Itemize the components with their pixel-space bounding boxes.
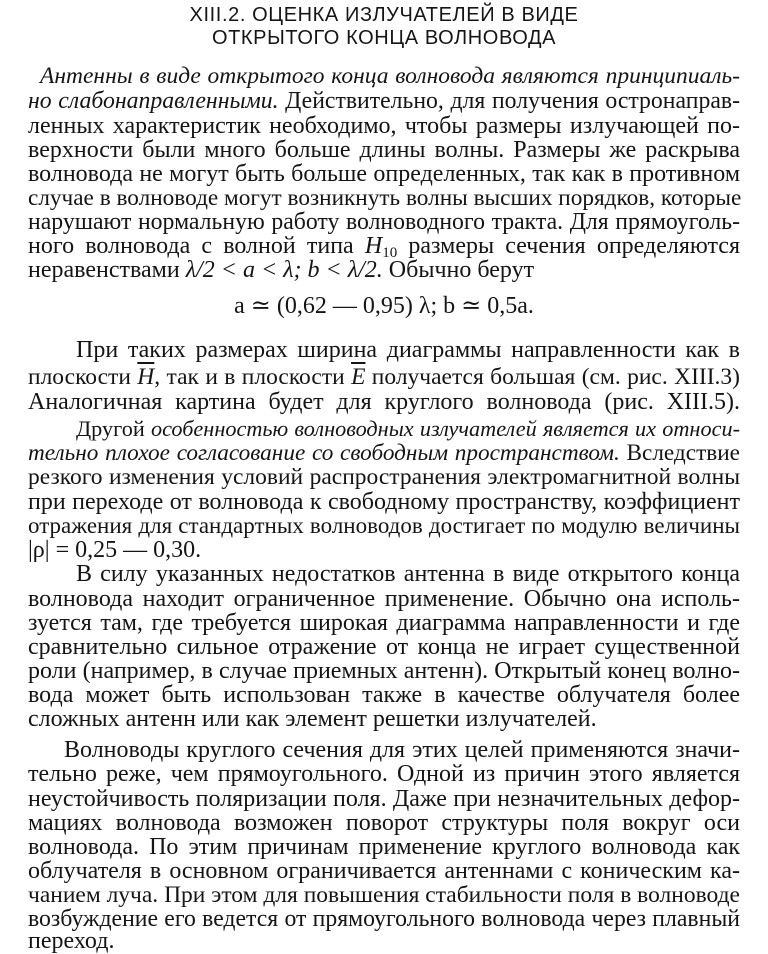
- p1-line-6: случае в волноводе могут возникнуть волны высших порядков, которые: [28, 185, 742, 211]
- p1-line-4: верхности были много больше длины волны. Размеры же раскрыва: [28, 137, 740, 163]
- p1-line-2: [28, 88, 740, 114]
- p2-line-3: Аналогичная картина будет для круглого волновода (рис. XIII.5).: [28, 389, 740, 415]
- p3-line-2-italic: тельно плохое согласование со свободным пространством.: [28, 440, 620, 466]
- p4-line-1: В силу указанных недостатков антенна в виде открытого конца: [76, 561, 740, 587]
- p1-line-8-b: размеры сечения определяются: [397, 233, 740, 259]
- p5-line-1: Волноводы круглого сечения для этих целей применяются значи-: [64, 737, 740, 763]
- p3-line-6: |ρ| = 0,25 — 0,30.: [28, 537, 202, 563]
- p5-line-3: неустойчивость поляризации поля. Даже при незначительных дефор-: [28, 786, 740, 812]
- p4-line-3: зуется там, где требуется широкая диаграмма направленности и где: [28, 610, 740, 636]
- p1-line-2-italic: но слабонаправленными.: [28, 88, 279, 114]
- p1-line-7: нарушают нормальную работу волноводного тракта. Для прямоуголь-: [28, 209, 740, 235]
- p2-line-2-a: плоскости: [28, 364, 138, 390]
- dimension-formula: a ≃ (0,62 — 0,95) λ; b ≃ 0,5a.: [234, 293, 534, 319]
- p1-line-3: ленных характеристик необходимо, чтобы размеры излучающей по-: [28, 113, 740, 139]
- p4-line-5: роли (например, в случае приемных антенн). Открытый конец волно-: [28, 658, 740, 684]
- p1-line-8-a: ного волновода с волной типа: [28, 233, 365, 259]
- vector-e-symbol: $\overline{E}$: [351, 364, 366, 390]
- vector-h-symbol: $\overline{H}$: [137, 364, 155, 390]
- p2-line-2: [28, 364, 740, 390]
- p5-line-8: возбуждение его ведется от прямоугольного волновода через плавный: [28, 906, 740, 932]
- mode-h-subscript: 10: [382, 245, 398, 261]
- p3-line-1-a: Другой: [76, 416, 151, 441]
- p5-line-6: облучателя в основном ограничивается антеннами с коническим ка-: [28, 858, 740, 884]
- p1-line-9-a: неравенствами: [28, 257, 186, 283]
- p4-line-2: волновода находит ограниченное применение. Обычно она исполь-: [28, 586, 740, 612]
- section-title-line-2: ОТКРЫТОГО КОНЦА ВОЛНОВОДА: [211, 27, 557, 49]
- p2-line-2-b: , так и в плоскости: [154, 364, 352, 390]
- p1-line-9: [28, 257, 740, 283]
- p3-line-1: [76, 416, 740, 442]
- p3-line-4: при переходе от волновода к свободному пространству, коэффициент: [28, 489, 740, 515]
- inequality: λ/2 < a < λ; b < λ/2.: [185, 257, 383, 283]
- p1-line-5: волновода не могут быть больше определенных, так как в противном: [28, 161, 740, 187]
- p5-line-4: мациях волновода возможен поворот структуры поля вокруг оси: [28, 810, 740, 836]
- p4-line-6: вода может быть использован также в качестве облучателя более: [28, 682, 740, 708]
- p4-line-4: сравнительно сильное отражение от конца не играет существенной: [28, 634, 740, 660]
- p5-line-5: волновода. По этим причинам применение круглого волновода как: [28, 834, 740, 860]
- p4-line-7: сложных антенн или как элемент решетки излучателей.: [28, 706, 597, 732]
- p2-line-1: При таких размерах ширина диаграммы направленности как в: [76, 337, 740, 363]
- p3-line-5: отражения для стандартных волноводов достигает по модулю величины: [28, 513, 740, 538]
- p3-line-1-italic: особенностью волноводных излучателей является их относи-: [150, 416, 741, 441]
- p3-line-3: резкого изменения условий распространения электромагнитной волны: [28, 464, 740, 490]
- p1-line-2-rest: Действительно, для получения остронаправ-: [278, 88, 740, 114]
- p1-line-1: Антенны в виде открытого конца волновода являются принципиаль-: [40, 63, 740, 89]
- p5-line-7: чанием луча. При этом для повышения стабильности поля в волноводе: [28, 882, 740, 908]
- p1-line-9-b: Обычно берут: [382, 257, 535, 283]
- p5-line-9: переход.: [28, 928, 115, 954]
- p3-line-2-rest: Вследствие: [619, 440, 740, 466]
- section-title-line-1: XIII.2. ОЦЕНКА ИЗЛУЧАТЕЛЕЙ В ВИДЕ: [189, 4, 579, 26]
- p5-line-2: тельно реже, чем прямоугольного. Одной из причин этого является: [28, 761, 740, 787]
- p3-line-2: [28, 440, 740, 466]
- mode-h-symbol: H: [364, 233, 383, 259]
- p2-line-2-c: получается большая (см. рис. XIII.3): [365, 364, 741, 390]
